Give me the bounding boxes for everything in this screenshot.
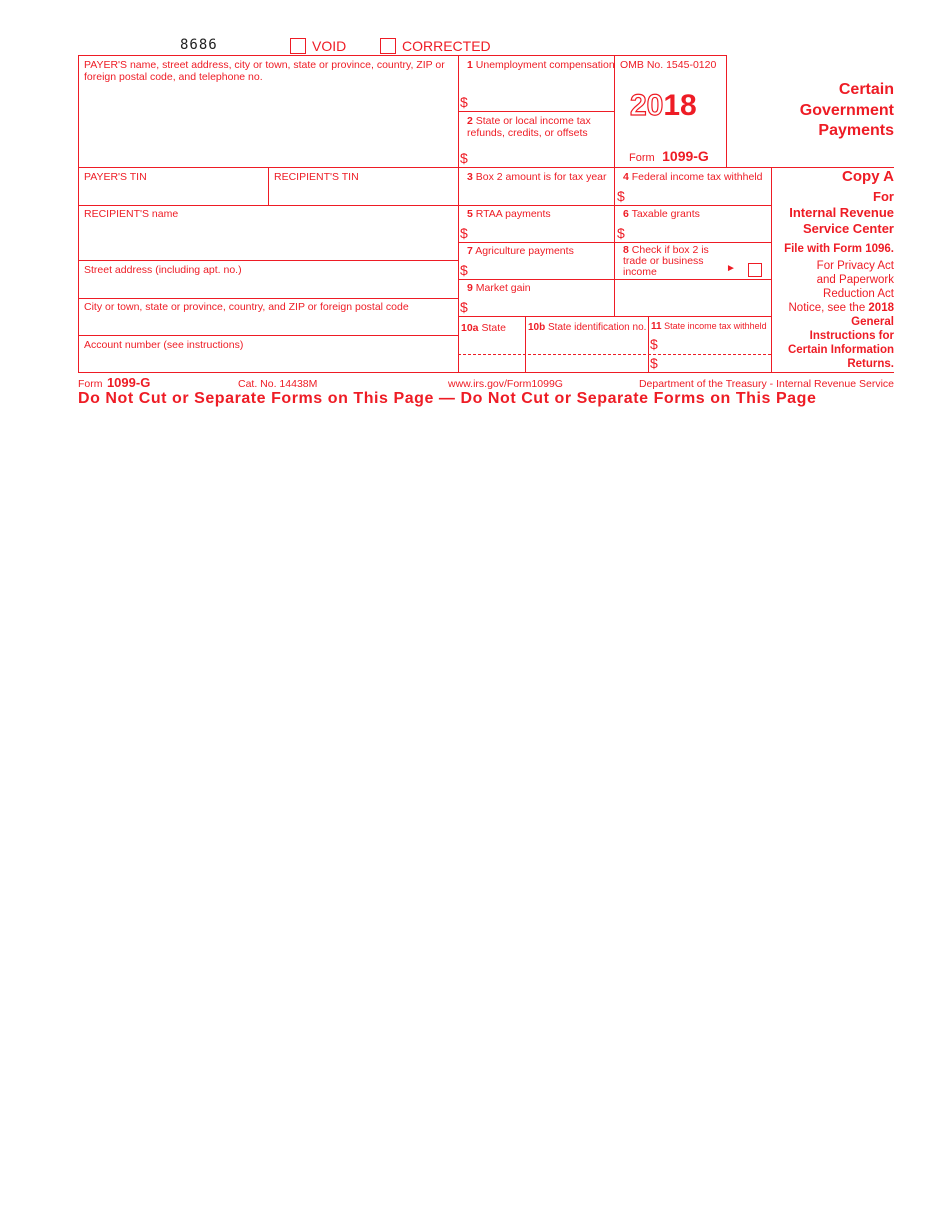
box10a-number: 10a [461, 322, 479, 334]
box4-dollar: $ [617, 188, 625, 204]
payer-name-field[interactable] [80, 86, 456, 165]
box1-text: Unemployment compensation [475, 59, 615, 71]
box2-text: State or local income tax refunds, credits, or offsets [467, 115, 591, 139]
box4-label [623, 171, 763, 183]
box6-amount-field[interactable] [628, 221, 768, 241]
box6-label [623, 208, 700, 220]
box11-amount-field-2[interactable] [662, 356, 768, 371]
box7-dollar: $ [460, 262, 468, 278]
box5-number: 5 [467, 208, 473, 220]
box2-number: 2 [467, 115, 473, 127]
box11-text: State income tax withheld [664, 321, 767, 331]
box2-label [467, 115, 612, 139]
box6-text: Taxable grants [631, 208, 700, 220]
box9-number: 9 [467, 282, 473, 294]
privacy-notice: For Privacy Act and Paperwork Reduction Act Notice, see the 2018 General Instructions for Certain Information Returns. [787, 260, 894, 370]
box6-number: 6 [623, 208, 629, 220]
box1-dollar: $ [460, 94, 468, 110]
street-address-field[interactable] [80, 278, 456, 297]
box1-number: 1 [467, 59, 473, 71]
form-code: 8686 [180, 37, 218, 53]
tax-year [630, 90, 697, 122]
box3-label [467, 171, 607, 183]
corrected-label: CORRECTED [402, 38, 491, 54]
box10b-label [528, 322, 646, 334]
box4-amount-field[interactable] [628, 184, 768, 204]
account-number-field[interactable] [80, 352, 456, 371]
box2-amount-field[interactable] [472, 144, 612, 164]
box9-label [467, 282, 531, 294]
box1-label [467, 59, 615, 71]
void-checkbox[interactable] [290, 38, 306, 54]
city-state-zip-label: City or town, state or province, country, and ZIP or foreign postal code [84, 301, 409, 313]
form-title: Certain Government Payments [799, 81, 894, 139]
box5-dollar: $ [460, 225, 468, 241]
box4-text: Federal income tax withheld [631, 171, 763, 183]
arrow-icon: ► [726, 263, 736, 274]
box10a-text: State [481, 322, 506, 334]
form-number-header: Form 1099-G [629, 148, 709, 164]
box7-number: 7 [467, 245, 473, 257]
city-state-zip-field[interactable] [80, 315, 456, 334]
irs-url: www.irs.gov/Form1099G [448, 378, 563, 390]
box10a-field-2[interactable] [460, 356, 524, 371]
box7-amount-field[interactable] [472, 258, 612, 278]
recipient-name-label: RECIPIENT'S name [84, 208, 179, 220]
box11-amount-field-1[interactable] [662, 336, 768, 353]
box6-dollar: $ [617, 225, 625, 241]
file-with-1096: File with Form 1096. [784, 243, 894, 255]
street-address-label: Street address (including apt. no.) [84, 264, 242, 276]
box11-dollar-2: $ [650, 355, 658, 371]
box3-number: 3 [467, 171, 473, 183]
box8-number: 8 [623, 244, 629, 256]
box9-text: Market gain [475, 282, 531, 294]
box11-number: 11 [651, 321, 662, 332]
box9-dollar: $ [460, 299, 468, 315]
department-label: Department of the Treasury - Internal Revenue Service [638, 378, 894, 390]
box5-text: RTAA payments [475, 208, 551, 220]
box11-dollar-1: $ [650, 336, 658, 352]
box10b-field-1[interactable] [527, 336, 647, 353]
recipient-tin-label: RECIPIENT'S TIN [274, 171, 359, 183]
void-label: VOID [312, 38, 347, 54]
box10a-label [461, 322, 506, 334]
box5-label [467, 208, 551, 220]
box10b-number: 10b [528, 322, 546, 333]
omb-number: OMB No. 1545-0120 [620, 59, 717, 71]
box1-amount-field[interactable] [472, 88, 612, 108]
box8-checkbox[interactable] [748, 263, 762, 277]
recipient-tin-field[interactable] [270, 184, 456, 204]
box2-dollar: $ [460, 150, 468, 166]
box7-text: Agriculture payments [475, 245, 574, 257]
box7-label [467, 245, 574, 257]
payer-tin-field[interactable] [80, 184, 266, 204]
box3-field[interactable] [460, 184, 612, 204]
box4-number: 4 [623, 171, 629, 183]
copy-a-label: Copy A [842, 168, 894, 185]
payer-tin-label: PAYER'S TIN [84, 171, 147, 183]
footer-form-number: Form 1099-G [78, 375, 151, 390]
catalog-number: Cat. No. 14438M [238, 378, 318, 390]
box8-label [623, 245, 723, 278]
box10b-text: State identification no. [548, 322, 647, 333]
recipient-name-field[interactable] [80, 222, 456, 259]
payer-name-label: PAYER'S name, street address, city or town, state or province, country, ZIP or foreign postal code, and telephone no. [84, 59, 445, 83]
box10b-field-2[interactable] [527, 356, 647, 371]
box9-amount-field[interactable] [472, 295, 612, 315]
account-number-label: Account number (see instructions) [84, 339, 244, 351]
tax-year-bold: 18 [663, 89, 697, 122]
box11-label [651, 320, 767, 333]
box10a-field-1[interactable] [460, 336, 524, 353]
box3-text: Box 2 amount is for tax year [475, 171, 607, 183]
box5-amount-field[interactable] [472, 221, 612, 241]
corrected-checkbox[interactable] [380, 38, 396, 54]
box8-text: Check if box 2 is trade or business income [623, 244, 709, 278]
do-not-cut-warning: Do Not Cut or Separate Forms on This Page — Do Not Cut or Separate Forms on This Page [78, 390, 817, 407]
tax-year-outline: 20 [630, 89, 664, 122]
copy-a-for: For Internal Revenue Service Center [789, 189, 894, 236]
